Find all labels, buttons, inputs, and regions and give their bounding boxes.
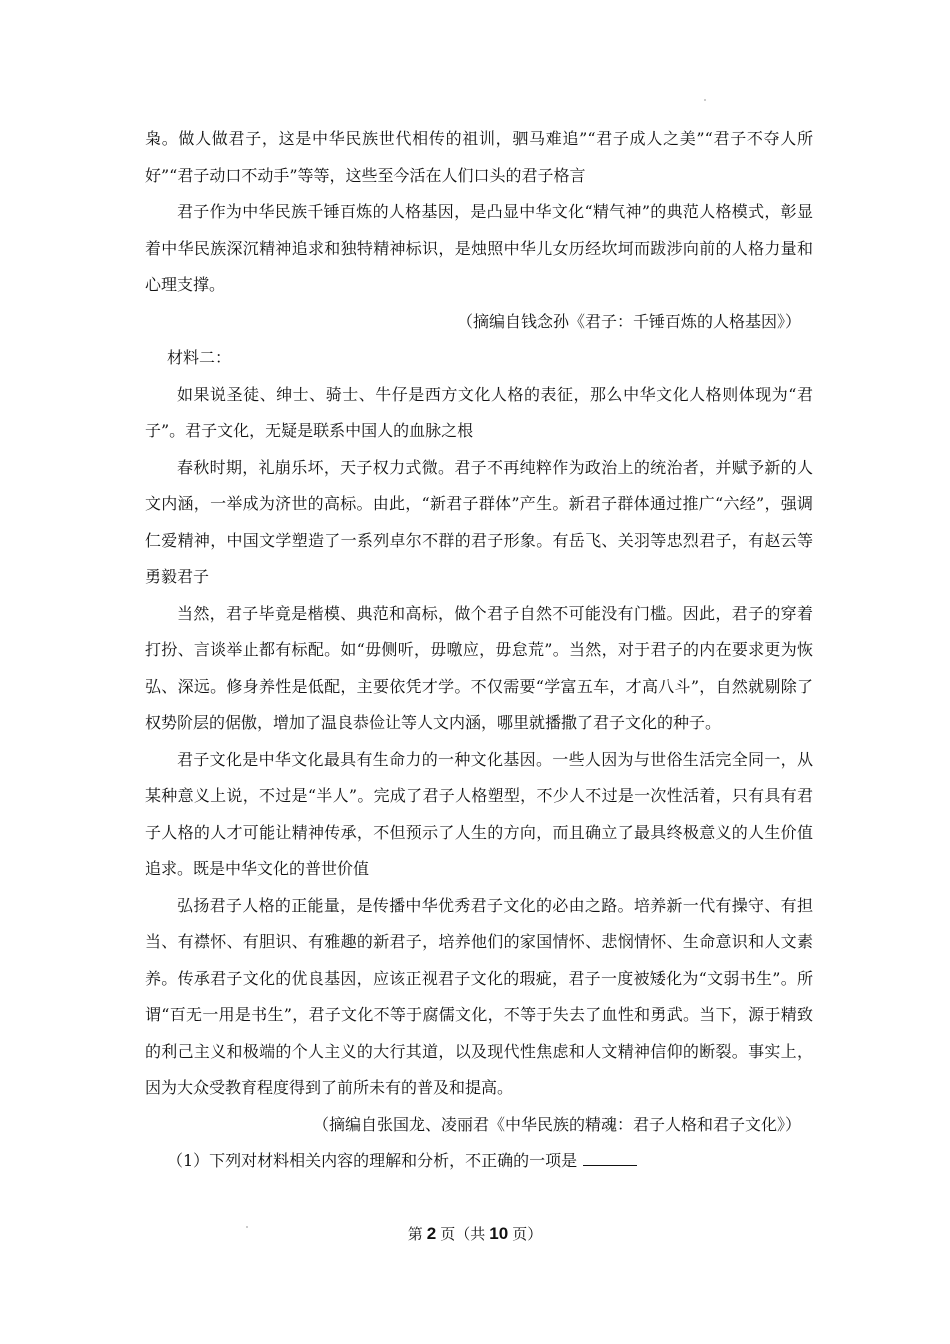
paragraph-spring-autumn: 春秋时期，礼崩乐坏，天子权力式微。君子不再纯粹作为政治上的统治者，并赋予新的人文内涵，一举成为济世的高标。由此，“新君子群体”产生。新君子群体通过推广“六经”，强调仁爱精神，中国文学塑造了一系列卓尔不群的君子形象。有岳飞、关羽等忠烈君子，有赵云等勇毅君子: [145, 457, 813, 586]
source-citation-1: （摘编自钱念孙《君子：千锤百炼的人格基因》）: [456, 311, 801, 331]
page-content: [145, 121, 813, 1180]
paragraph-western-comparison: 如果说圣徒、绅士、骑士、牛仔是西方文化人格的表征，那么中华文化人格则体现为“君子”。君子文化，无疑是联系中国人的血脉之根: [145, 384, 813, 440]
answer-blank[interactable]: [583, 1147, 637, 1166]
paragraph-cultural-gene: 君子文化是中华文化最具有生命力的一种文化基因。一些人因为与世俗生活完全同一，从某种意义上说，不过是“半人”。完成了君子人格塑型，不少人不过是一次性活着，只有具有君子人格的人才可能让精神传承，不但预示了人生的方向，而且确立了最具终极意义的人生价值追求。既是中华文化的普世价值: [145, 749, 813, 878]
page-footer: [0, 1222, 950, 1246]
footer-page-number: 2: [426, 1224, 437, 1243]
paragraph-junzi-gene: 君子作为中华民族千锤百炼的人格基因，是凸显中华文化“精气神”的典范人格模式，彰显着中华民族深沉精神追求和独特精神标识，是烛照中华儿女历经坎坷而跋涉向前的人格力量和心理支撑。: [145, 202, 813, 294]
footer-suffix: 页）: [512, 1225, 543, 1243]
source-citation-2: （摘编自张国龙、凌丽君《中华民族的精魂：君子人格和君子文化》）: [312, 1114, 801, 1134]
footer-prefix: 第: [407, 1225, 423, 1243]
paragraph-standards: 当然，君子毕竟是楷模、典范和高标，做个君子自然不可能没有门槛。因此，君子的穿着打扮、言谈举止都有标配。如“毋侧听，毋噭应，毋怠荒”。当然，对于君子的内在要求更为恢弘、深远。修身养性是低配，主要依凭才学。不仅需要“学富五车，才高八斗”，自然就剔除了权势阶层的倨傲，增加了温良恭俭让等人文内涵，哪里就播撒了君子文化的种子。: [145, 603, 813, 732]
question-text: （1）下列对材料相关内容的理解和分析，不正确的一项是: [167, 1151, 578, 1170]
paragraph-continuation: 枭。做人做君子，这是中华民族世代相传的祖训，驷马难追”“君子成人之美”“君子不夺人所好”“君子动口不动手”等等，这些至今活在人们口头的君子格言: [145, 129, 813, 185]
question-1: [145, 1143, 813, 1180]
paragraph-promote: 弘扬君子人格的正能量，是传播中华优秀君子文化的必由之路。培养新一代有操守、有担当、有襟怀、有胆识、有雅趣的新君子，培养他们的家国情怀、悲悯情怀、生命意识和人文素养。传承君子文化的优良基因，应该正视君子文化的瑕疵，君子一度被矮化为“文弱书生”。所谓“百无一用是书生”，君子文化不等于腐儒文化，不等于失去了血性和勇武。当下，源于精致的利己主义和极端的个人主义的大行其道，以及现代性焦虑和人文精神信仰的断裂。事实上，因为大众受教育程度得到了前所未有的普及和提高。: [145, 895, 813, 1097]
footer-total-pages: 10: [489, 1224, 509, 1243]
material-two-label: 材料二：: [167, 348, 232, 367]
scan-speck: [704, 99, 706, 101]
footer-middle: 页（共: [440, 1225, 486, 1243]
